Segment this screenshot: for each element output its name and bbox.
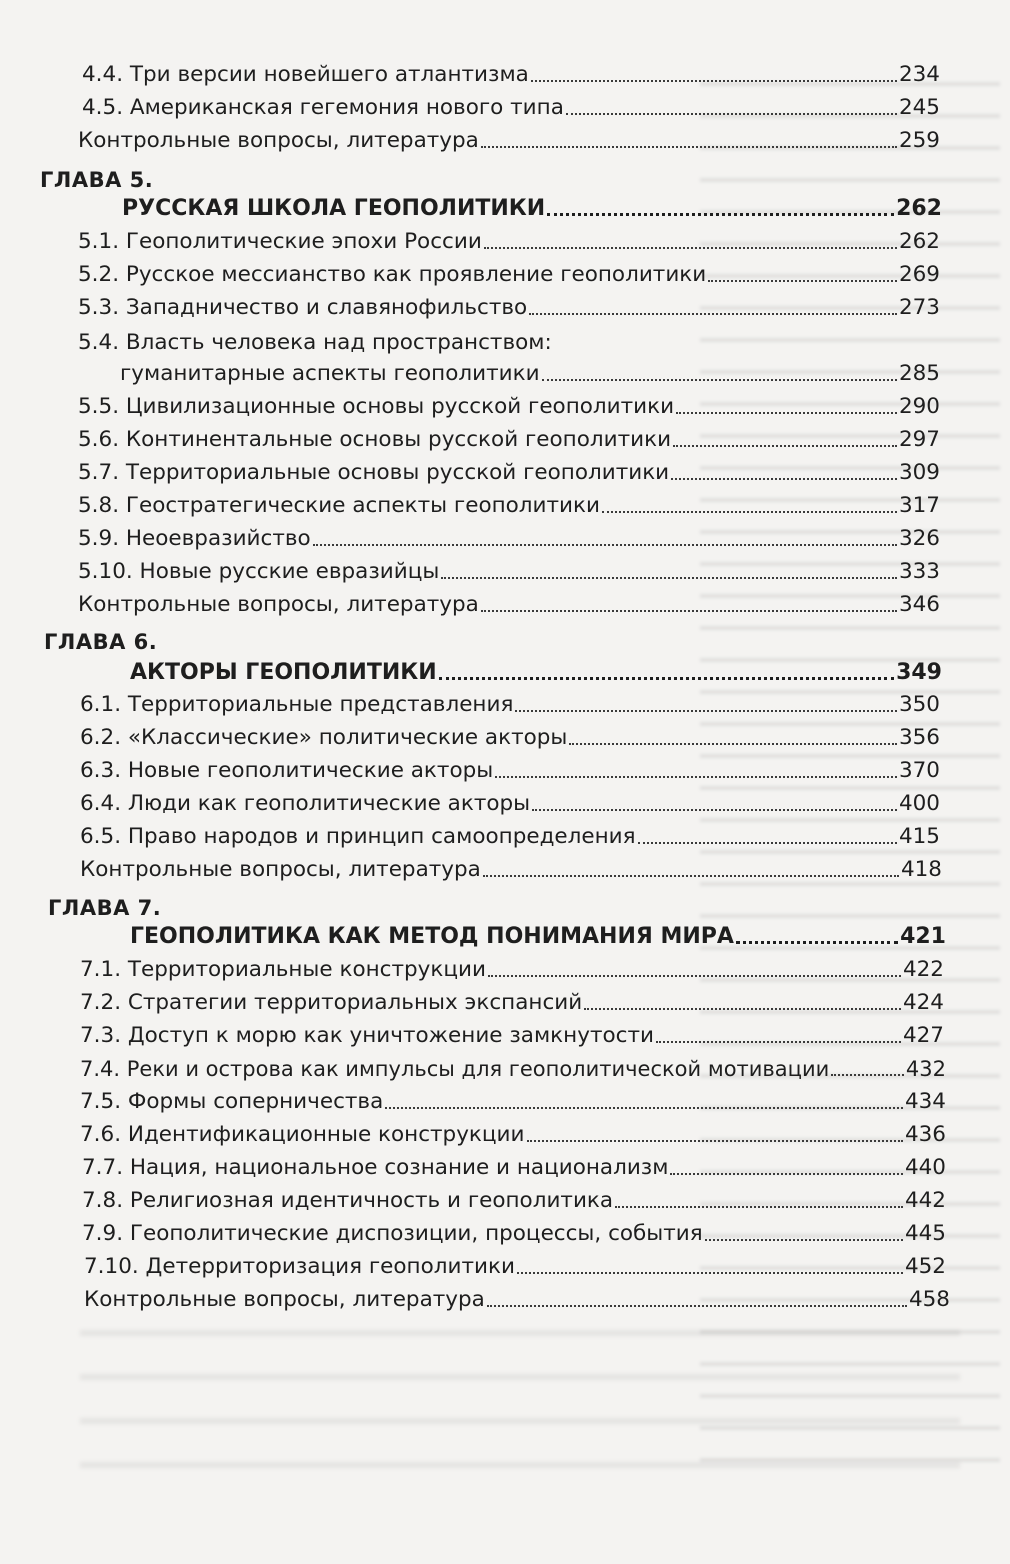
- chapter-label: ГЛАВА 5.: [40, 168, 154, 192]
- toc-entry-title: 5.2. Русское мессианство как проявление геополитики: [78, 262, 707, 287]
- toc-page-number: 269: [898, 262, 940, 287]
- toc-entry-title: гуманитарные аспекты геополитики: [120, 361, 540, 386]
- toc-leader-dots: [708, 280, 897, 282]
- toc-entry: [80, 1017, 944, 1049]
- toc-leader-dots: [831, 1074, 904, 1076]
- toc-entry: [78, 553, 940, 585]
- chapter-label: ГЛАВА 7.: [48, 896, 162, 920]
- toc-leader-dots: [547, 213, 894, 216]
- toc-page-number: 349: [896, 660, 942, 685]
- toc-entry-title: 5.7. Территориальные основы русской геополитики: [78, 460, 670, 485]
- toc-entry-title: Контрольные вопросы, литература: [78, 592, 479, 617]
- toc-leader-dots: [481, 146, 897, 148]
- toc-entry-title: 6.3. Новые геополитические акторы: [80, 758, 494, 783]
- toc-page-number: 427: [902, 1023, 944, 1048]
- toc-leader-dots: [584, 1008, 901, 1010]
- toc-page-number: 326: [898, 526, 940, 551]
- toc-leader-dots: [441, 577, 897, 579]
- toc-entry-title: 6.4. Люди как геополитические акторы: [80, 791, 531, 816]
- chapter-title-entry: [130, 918, 946, 950]
- toc-page-number: 424: [902, 990, 944, 1015]
- toc-entry: [80, 686, 940, 718]
- toc-leader-dots: [736, 941, 898, 944]
- toc-entry: [80, 851, 942, 883]
- toc-entry: [78, 122, 940, 154]
- chapter-label: ГЛАВА 6.: [44, 630, 158, 654]
- chapter-title: АКТОРЫ ГЕОПОЛИТИКИ: [130, 660, 437, 685]
- toc-page-number: 333: [898, 559, 940, 584]
- toc-entry-title: Контрольные вопросы, литература: [84, 1287, 485, 1312]
- toc-leader-dots: [673, 445, 897, 447]
- toc-leader-dots: [439, 677, 894, 680]
- toc-entry: [80, 984, 944, 1016]
- toc-leader-dots: [488, 975, 901, 977]
- toc-entry: [78, 388, 940, 420]
- toc-entry-title: 4.4. Три версии новейшего атлантизма: [82, 62, 529, 87]
- toc-entry-title: 5.1. Геополитические эпохи России: [78, 229, 482, 254]
- toc-entry-title: 5.3. Западничество и славянофильство: [78, 295, 528, 320]
- toc-leader-dots: [484, 247, 897, 249]
- toc-leader-dots: [670, 1173, 903, 1175]
- toc-page-number: 356: [898, 725, 940, 750]
- toc-page-number: 317: [898, 493, 940, 518]
- toc-entry-title: 5.10. Новые русские евразийцы: [78, 559, 440, 584]
- toc-entry: [80, 752, 940, 784]
- toc-leader-dots: [615, 1206, 903, 1208]
- toc-page-number: 273: [898, 295, 940, 320]
- toc-entry-title: 7.2. Стратегии территориальных экспансий: [80, 990, 583, 1015]
- toc-leader-dots: [671, 478, 897, 480]
- toc-entry: [84, 1281, 950, 1313]
- toc-page-number: 370: [898, 758, 940, 783]
- toc-page-number: 262: [898, 229, 940, 254]
- toc-page-number: 259: [898, 128, 940, 153]
- toc-page-number: 290: [898, 394, 940, 419]
- toc-page-number: 445: [904, 1221, 946, 1246]
- toc-leader-dots: [313, 544, 897, 546]
- toc-entry-title: 7.10. Детерриторизация геополитики: [84, 1254, 515, 1279]
- chapter-title-entry: [122, 190, 942, 222]
- toc-entry: [84, 1248, 946, 1280]
- toc-entry-title: 6.1. Территориальные представления: [80, 692, 514, 717]
- toc-entry-title: 5.8. Геостратегические аспекты геополитики: [78, 493, 600, 518]
- toc-entry: [80, 785, 940, 817]
- toc-entry: [80, 719, 940, 751]
- toc-entry: [82, 89, 940, 121]
- toc-entry-title: 7.9. Геополитические диспозиции, процессы, события: [82, 1221, 703, 1246]
- toc-page-number: 432: [905, 1057, 946, 1081]
- toc-page-number: 245: [898, 95, 940, 120]
- chapter-title: РУССКАЯ ШКОЛА ГЕОПОЛИТИКИ: [122, 196, 546, 221]
- toc-entry: [80, 1050, 946, 1082]
- toc-page-number: 436: [904, 1122, 946, 1147]
- toc-entry: [80, 818, 940, 850]
- toc-page-number: 350: [898, 692, 940, 717]
- toc-leader-dots: [602, 511, 897, 513]
- chapter-title-entry: [130, 654, 942, 686]
- toc-entry: [78, 586, 940, 618]
- toc-page-number: 297: [898, 427, 940, 452]
- toc-entry: [78, 421, 940, 453]
- toc-leader-dots: [481, 610, 897, 612]
- toc-leader-dots: [569, 743, 897, 745]
- toc-page-number: 442: [904, 1188, 946, 1213]
- toc-page-number: 346: [898, 592, 940, 617]
- toc-entry: [78, 454, 940, 486]
- toc-entry-title: 7.4. Реки и острова как импульсы для геополитической мотивации: [80, 1057, 830, 1081]
- toc-page-number: 400: [898, 791, 940, 816]
- toc-entry-title: 7.5. Формы соперничества: [80, 1089, 384, 1114]
- toc-entry-title: 5.5. Цивилизационные основы русской геополитики: [78, 394, 675, 419]
- toc-page-number: 452: [904, 1254, 946, 1279]
- toc-entry: [80, 1083, 946, 1115]
- toc-leader-dots: [483, 875, 899, 877]
- toc-leader-dots: [566, 113, 897, 115]
- toc-leader-dots: [517, 1272, 903, 1274]
- toc-entry-title: 7.8. Религиозная идентичность и геополитика: [82, 1188, 614, 1213]
- toc-page-number: 415: [898, 824, 940, 849]
- toc-leader-dots: [527, 1140, 903, 1142]
- toc-entry: [82, 1215, 946, 1247]
- toc-entry: [82, 1149, 946, 1181]
- toc-leader-dots: [531, 80, 897, 82]
- toc-entry: [78, 520, 940, 552]
- toc-page-number: 234: [898, 62, 940, 87]
- toc-page-number: 458: [908, 1287, 950, 1312]
- toc-entry-title: 7.7. Нация, национальное сознание и национализм: [82, 1155, 669, 1180]
- toc-entry: [78, 256, 940, 288]
- toc-page-number: 434: [904, 1089, 946, 1114]
- toc-page-number: 285: [898, 361, 940, 386]
- toc-page-number: 418: [900, 857, 942, 882]
- toc-entry: [78, 487, 940, 519]
- toc-leader-dots: [638, 842, 897, 844]
- toc-leader-dots: [529, 313, 897, 315]
- toc-entry-title: 7.3. Доступ к морю как уничтожение замкнутости: [80, 1023, 654, 1048]
- toc-leader-dots: [656, 1041, 901, 1043]
- toc-page-number: 309: [898, 460, 940, 485]
- toc-leader-dots: [705, 1239, 903, 1241]
- toc-entry-title: 6.2. «Классические» политические акторы: [80, 725, 568, 750]
- toc-leader-dots: [532, 809, 897, 811]
- toc-entry: [82, 56, 940, 88]
- chapter-title: ГЕОПОЛИТИКА КАК МЕТОД ПОНИМАНИЯ МИРА: [130, 924, 734, 949]
- toc-entry-title: 6.5. Право народов и принцип самоопределения: [80, 824, 636, 849]
- toc-leader-dots: [676, 412, 897, 414]
- toc-leader-dots: [542, 379, 897, 381]
- toc-leader-dots: [487, 1305, 907, 1307]
- toc-entry: [80, 951, 944, 983]
- toc-entry-title: 7.6. Идентификационные конструкции: [80, 1122, 525, 1147]
- toc-entry: [120, 355, 940, 387]
- toc-entry-title: 4.5. Американская гегемония нового типа: [82, 95, 564, 120]
- toc-page-number: 440: [904, 1155, 946, 1180]
- toc-entry-title: 5.9. Неоевразийство: [78, 526, 311, 551]
- toc-entry-title: Контрольные вопросы, литература: [78, 128, 479, 153]
- toc-leader-dots: [515, 710, 897, 712]
- toc-entry-title: 7.1. Территориальные конструкции: [80, 957, 486, 982]
- toc-leader-dots: [385, 1107, 903, 1109]
- toc-page-number: 421: [900, 924, 946, 949]
- toc-entry-title: Контрольные вопросы, литература: [80, 857, 481, 882]
- toc-leader-dots: [495, 776, 897, 778]
- toc-page-number: 422: [902, 957, 944, 982]
- toc-entry: [78, 223, 940, 255]
- toc-entry: [82, 1182, 946, 1214]
- toc-entry-title: 5.6. Континентальные основы русской геополитики: [78, 427, 672, 452]
- toc-page-number: 262: [896, 196, 942, 221]
- toc-entry: [78, 289, 940, 321]
- toc-entry: [80, 1116, 946, 1148]
- toc-entry-title: 5.4. Власть человека над пространством:: [78, 330, 552, 355]
